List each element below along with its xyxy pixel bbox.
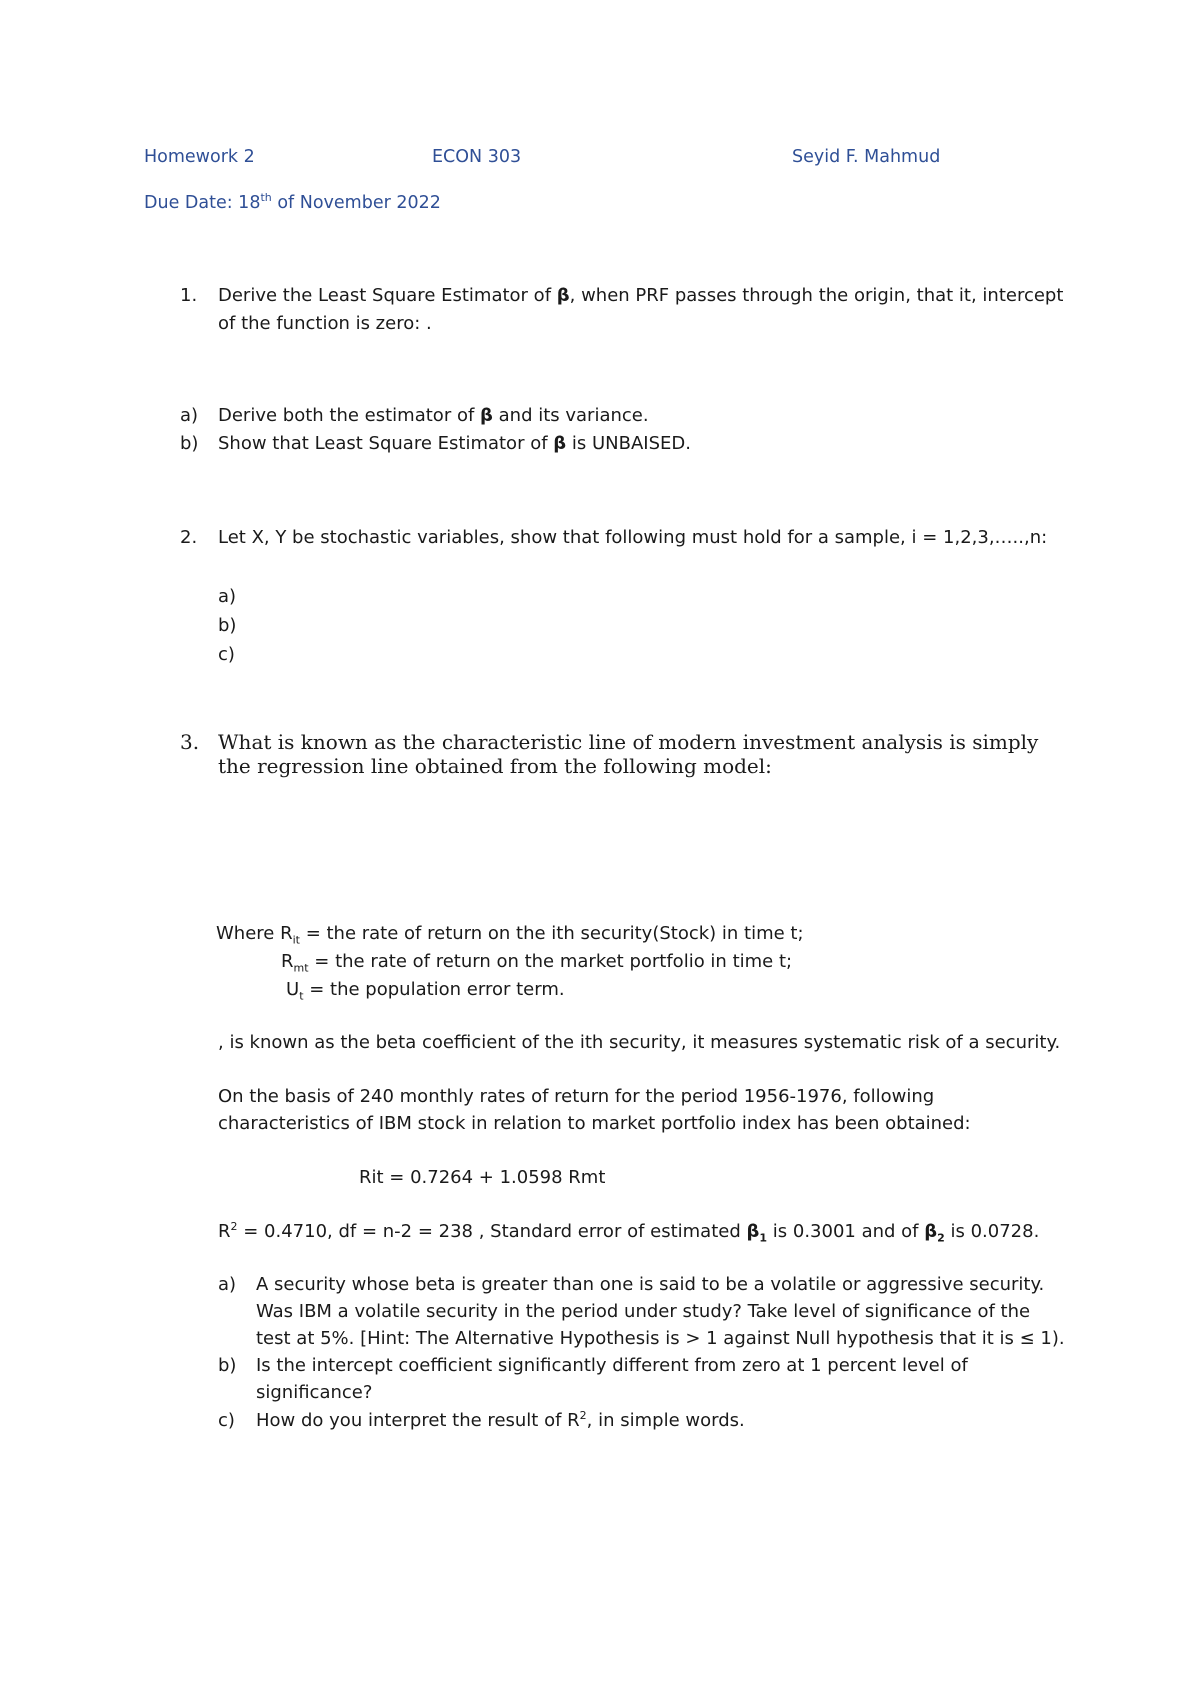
course-code: ECON 303 (432, 147, 522, 167)
stats-a: R (218, 1221, 231, 1242)
q1a-text-1: Derive both the estimator of (218, 405, 481, 426)
q1a-text-2: and its variance. (492, 405, 649, 426)
q3c-label: c) (218, 1410, 235, 1431)
q3c-sup: 2 (579, 1409, 587, 1422)
q2-line (180, 524, 1047, 551)
q1a-label: a) (180, 405, 199, 426)
q1b-text-1: Show that Least Square Estimator of (218, 433, 554, 454)
q3-number: 3. (180, 730, 200, 754)
where-line1 (216, 920, 804, 947)
q1b-label: b) (180, 433, 199, 454)
q2-part-c: c) (218, 644, 235, 665)
q1b-text-2: is UNBAISED. (566, 433, 691, 454)
q2-part-a: a) (218, 586, 237, 607)
beta-symbol: β (924, 1221, 938, 1242)
q3a-text-1: A security whose beta is greater than one is said to be a volatile or aggressive security. (256, 1274, 1045, 1295)
where1-b: = the rate of return on the ith security(Stock) in time t; (299, 923, 804, 944)
stats-b: = 0.4710, df = n-2 = 238 , Standard error of estimated (237, 1221, 747, 1242)
q1-part-a (180, 402, 649, 429)
beta-sub-1: 1 (759, 1231, 768, 1245)
q3-line1 (180, 731, 1038, 754)
q1-text-b: , when PRF passes through the origin, that it, intercept (569, 285, 1064, 306)
q3b-label: b) (218, 1355, 237, 1376)
where2-a: R (281, 951, 294, 972)
q3-text-1: What is known as the characteristic line of modern investment analysis is simply (218, 730, 1039, 754)
stats-d: is 0.0728. (944, 1221, 1040, 1242)
where2-b: = the rate of return on the market portfolio in time t; (308, 951, 793, 972)
where3-a: U (286, 979, 300, 1000)
where-line2 (281, 948, 792, 975)
q2-number: 2. (180, 527, 198, 548)
q3b-line1 (218, 1352, 968, 1379)
q3a-line3: test at 5%. [Hint: The Alternative Hypothesis is > 1 against Null hypothesis that it is ≤ 1). (256, 1328, 1065, 1349)
homework-label: Homework 2 (144, 147, 255, 167)
beta-note: , is known as the beta coefficient of the ith security, it measures systematic risk of a security. (218, 1032, 1061, 1053)
due-label: Due Date: 18 (144, 193, 261, 213)
where2-sub: mt (293, 961, 309, 975)
q3c-text-a: How do you interpret the result of R (256, 1410, 580, 1431)
beta-symbol: β (746, 1221, 760, 1242)
q3c-line (218, 1407, 745, 1434)
q3b-line2: significance? (256, 1382, 373, 1403)
stats-sup: 2 (230, 1220, 238, 1233)
q1-text-a: Derive the Least Square Estimator of (218, 285, 557, 306)
where3-b: = the population error term. (303, 979, 565, 1000)
q2-part-b: b) (218, 615, 237, 636)
stats-line (218, 1218, 1039, 1245)
regression-equation: Rit = 0.7264 + 1.0598 Rmt (359, 1167, 606, 1188)
q3b-text-1: Is the intercept coefficient significantly different from zero at 1 percent level of (256, 1355, 968, 1376)
q3c-text-b: , in simple words. (586, 1410, 745, 1431)
stats-c: is 0.3001 and of (767, 1221, 925, 1242)
beta-symbol: β (480, 405, 493, 426)
due-date (144, 193, 441, 213)
author-name: Seyid F. Mahmud (792, 147, 941, 167)
q3a-line2: Was IBM a volatile security in the period under study? Take level of significance of the (256, 1301, 1031, 1322)
q2-text: Let X, Y be stochastic variables, show that following must hold for a sample, i = 1,2,3,…..,n: (218, 527, 1048, 548)
q3-line2: the regression line obtained from the following model: (218, 754, 772, 778)
q1-part-b (180, 430, 691, 457)
beta-symbol: β (553, 433, 567, 454)
q1-number: 1. (180, 285, 198, 306)
q3a-line1 (218, 1271, 1044, 1298)
where-line3 (286, 976, 565, 1003)
where3-sub: t (299, 989, 304, 1003)
where1-sub: it (292, 933, 300, 947)
basis-line2: characteristics of IBM stock in relation to market portfolio index has been obtained: (218, 1113, 971, 1134)
q1-line2: of the function is zero: . (218, 313, 432, 334)
due-rest: of November 2022 (271, 193, 441, 213)
beta-sub-2: 2 (937, 1231, 945, 1245)
q1-line1 (180, 282, 1063, 309)
where1-a: Where R (216, 923, 293, 944)
due-sup: th (260, 191, 272, 205)
basis-line1: On the basis of 240 monthly rates of return for the period 1956-1976, following (218, 1086, 935, 1107)
q3a-label: a) (218, 1274, 237, 1295)
beta-symbol: β (556, 285, 570, 306)
